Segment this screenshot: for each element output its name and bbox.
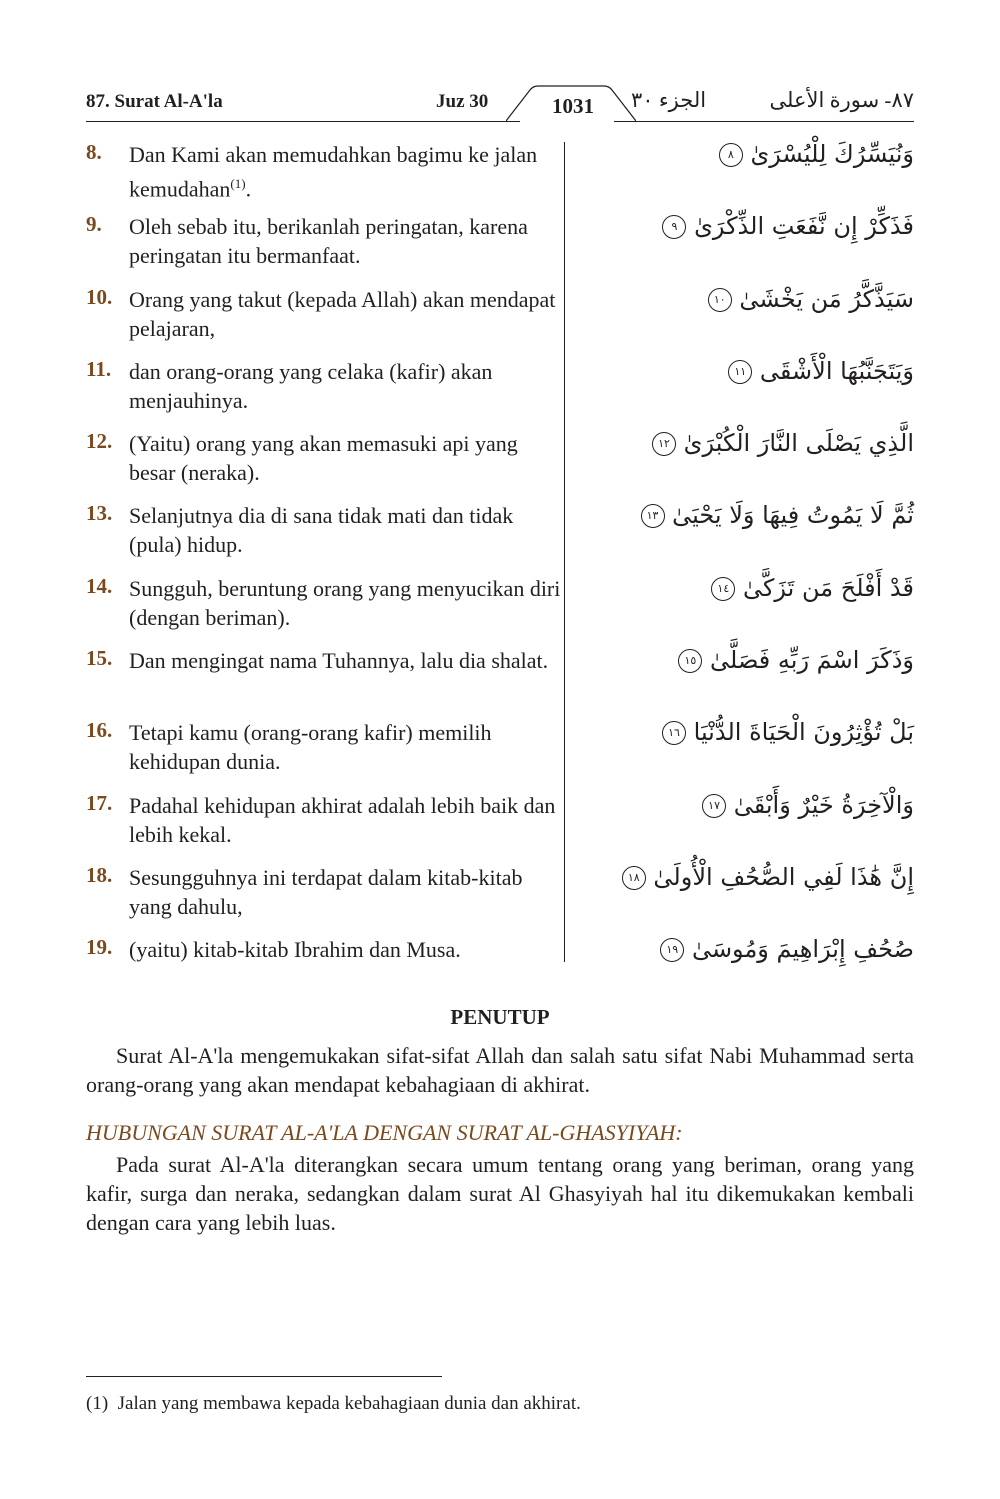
closing-title: PENUTUP bbox=[450, 1005, 550, 1029]
verse-text: Dan Kami akan memudahkan bagimu ke jalan kemudahan bbox=[129, 142, 538, 202]
closing-paragraph: Surat Al-A'la mengemukakan sifat-sifat Allah dan salah satu sifat Nabi Muhammad serta orang-orang yang akan mendapat kebahagiaan di akhirat. bbox=[86, 1043, 914, 1097]
verse-translation: Sesungguhnya ini terdapat dalam kitab-kitab yang dahulu, bbox=[129, 864, 523, 919]
verse-arabic bbox=[584, 931, 914, 967]
arabic-text: بَلْ تُؤْثِرُونَ الْحَيَاةَ الدُّنْيَا bbox=[693, 718, 914, 747]
arabic-text: قَدْ أَفْلَحَ مَن تَزَكَّىٰ bbox=[742, 573, 914, 602]
verse-arabic bbox=[584, 497, 914, 533]
footnote bbox=[86, 1393, 581, 1415]
ayah-marker: ١٥ bbox=[678, 649, 702, 673]
verse-row bbox=[86, 574, 914, 646]
verse-text-tail: . bbox=[245, 176, 252, 202]
verse-number: 11. bbox=[86, 356, 112, 381]
verse-number: 17. bbox=[86, 790, 113, 815]
verse-arabic bbox=[584, 714, 914, 750]
ayah-marker: ١٤ bbox=[711, 577, 735, 601]
verse-row bbox=[86, 718, 914, 790]
arabic-text: فَذَكِّرْ إِن نَّفَعَتِ الذِّكْرَىٰ bbox=[694, 212, 914, 241]
verse-translation: Orang yang takut (kepada Allah) akan mendapat pelajaran, bbox=[129, 286, 556, 341]
verse-row bbox=[86, 140, 914, 212]
relation-paragraph: Pada surat Al-A'la diterangkan secara umum tentang orang yang beriman, orang yang kafir, surga dan neraka, sedangkan dalam surat Al Ghasyiyah hal itu dikemukakan kembali dengan cara yang lebih luas. bbox=[86, 1152, 914, 1235]
verse-row bbox=[86, 935, 914, 1007]
verse-arabic bbox=[584, 642, 914, 678]
verse-translation: Tetapi kamu (orang-orang kafir) memilih kehidupan dunia. bbox=[129, 720, 492, 775]
verse-number: 9. bbox=[86, 212, 102, 237]
ayah-marker: ١٦ bbox=[662, 721, 686, 745]
verse-translation: dan orang-orang yang celaka (kafir) akan menjauhinya. bbox=[129, 358, 493, 413]
footnote-marker: (1) bbox=[86, 1393, 109, 1414]
verse-row bbox=[86, 501, 914, 573]
verse-translation: Padahal kehidupan akhirat adalah lebih baik dan lebih kekal. bbox=[129, 792, 556, 847]
page-header bbox=[86, 84, 914, 124]
verse-translation: (yaitu) kitab-kitab Ibrahim dan Musa. bbox=[129, 937, 461, 963]
surah-title-arabic: ٨٧- سورة الأعلى bbox=[769, 88, 914, 112]
verse-arabic bbox=[584, 353, 914, 389]
footnote-reference: (1) bbox=[230, 176, 246, 191]
surah-title-latin: 87. Surat Al-A'la bbox=[86, 91, 223, 112]
footnote-text: Jalan yang membawa kepada kebahagiaan dunia dan akhirat. bbox=[117, 1393, 581, 1414]
arabic-text: صُحُفِ إِبْرَاهِيمَ وَمُوسَىٰ bbox=[691, 935, 914, 964]
verse-arabic bbox=[584, 281, 914, 317]
verse-arabic bbox=[584, 859, 914, 895]
ayah-marker: ١٠ bbox=[708, 288, 732, 312]
verse-row bbox=[86, 863, 914, 935]
verse-number: 8. bbox=[86, 140, 102, 164]
verse-row bbox=[86, 429, 914, 501]
juz-label-arabic: الجزء ٣٠ bbox=[631, 88, 707, 112]
verse-arabic bbox=[584, 425, 914, 461]
verse-row bbox=[86, 646, 914, 718]
verse-row bbox=[86, 212, 914, 284]
ayah-marker: ٩ bbox=[662, 215, 686, 239]
verse-translation: Dan mengingat nama Tuhannya, lalu dia shalat. bbox=[129, 648, 549, 674]
verse-translation bbox=[129, 140, 561, 203]
juz-label-latin: Juz 30 bbox=[436, 91, 489, 112]
verse-number: 16. bbox=[86, 718, 113, 743]
arabic-text: وَيَتَجَنَّبُهَا الْأَشْقَى bbox=[759, 356, 914, 385]
arabic-text: وَنُيَسِّرُكَ لِلْيُسْرَىٰ bbox=[750, 140, 914, 168]
arabic-text: وَالْآخِرَةُ خَيْرٌ وَأَبْقَىٰ bbox=[733, 790, 914, 819]
verse-translation: Selanjutnya dia di sana tidak mati dan tidak (pula) hidup. bbox=[129, 503, 514, 558]
verse-number: 15. bbox=[86, 646, 113, 671]
verse-translation: (Yaitu) orang yang akan memasuki api yang besar (neraka). bbox=[129, 431, 518, 486]
ayah-marker: ١٧ bbox=[702, 794, 726, 818]
verse-number: 12. bbox=[86, 429, 113, 454]
verse-number: 19. bbox=[86, 935, 113, 960]
page-number: 1031 bbox=[552, 94, 594, 118]
header-rule-right bbox=[614, 121, 914, 122]
verse-arabic bbox=[584, 136, 914, 172]
relation-heading: HUBUNGAN SURAT AL-A'LA DENGAN SURAT AL-GHASYIYAH: bbox=[86, 1120, 683, 1145]
arabic-text: ثُمَّ لَا يَمُوتُ فِيهَا وَلَا يَحْيَىٰ bbox=[672, 501, 914, 530]
footnote-rule bbox=[86, 1376, 442, 1377]
verse-arabic bbox=[584, 570, 914, 606]
verse-translation: Sungguh, beruntung orang yang menyucikan diri (dengan beriman). bbox=[129, 575, 561, 630]
verse-number: 13. bbox=[86, 501, 113, 526]
ayah-marker: ٨ bbox=[719, 143, 743, 167]
ayah-marker: ١١ bbox=[728, 360, 752, 384]
verse-number: 10. bbox=[86, 284, 113, 309]
verse-list bbox=[86, 140, 914, 1008]
verse-number: 18. bbox=[86, 862, 113, 887]
arabic-text: الَّذِي يَصْلَى النَّارَ الْكُبْرَىٰ bbox=[683, 429, 914, 458]
ayah-marker: ١٨ bbox=[622, 866, 646, 890]
verse-translation: Oleh sebab itu, berikanlah peringatan, karena peringatan itu bermanfaat. bbox=[129, 214, 528, 269]
verse-arabic bbox=[584, 208, 914, 244]
arabic-text: وَذَكَرَ اسْمَ رَبِّهِ فَصَلَّىٰ bbox=[710, 646, 914, 675]
ayah-marker: ١٢ bbox=[652, 432, 676, 456]
header-rule-left bbox=[86, 121, 520, 122]
verse-arabic bbox=[584, 787, 914, 823]
arabic-text: سَيَذَّكَّرُ مَن يَخْشَىٰ bbox=[739, 284, 914, 313]
verse-number: 14. bbox=[86, 573, 113, 598]
verse-row bbox=[86, 791, 914, 863]
ayah-marker: ١٣ bbox=[641, 504, 665, 528]
ayah-marker: ١٩ bbox=[660, 938, 684, 962]
arabic-text: إِنَّ هَٰذَا لَفِي الصُّحُفِ الْأُولَىٰ bbox=[653, 862, 914, 891]
verse-row bbox=[86, 285, 914, 357]
verse-row bbox=[86, 357, 914, 429]
